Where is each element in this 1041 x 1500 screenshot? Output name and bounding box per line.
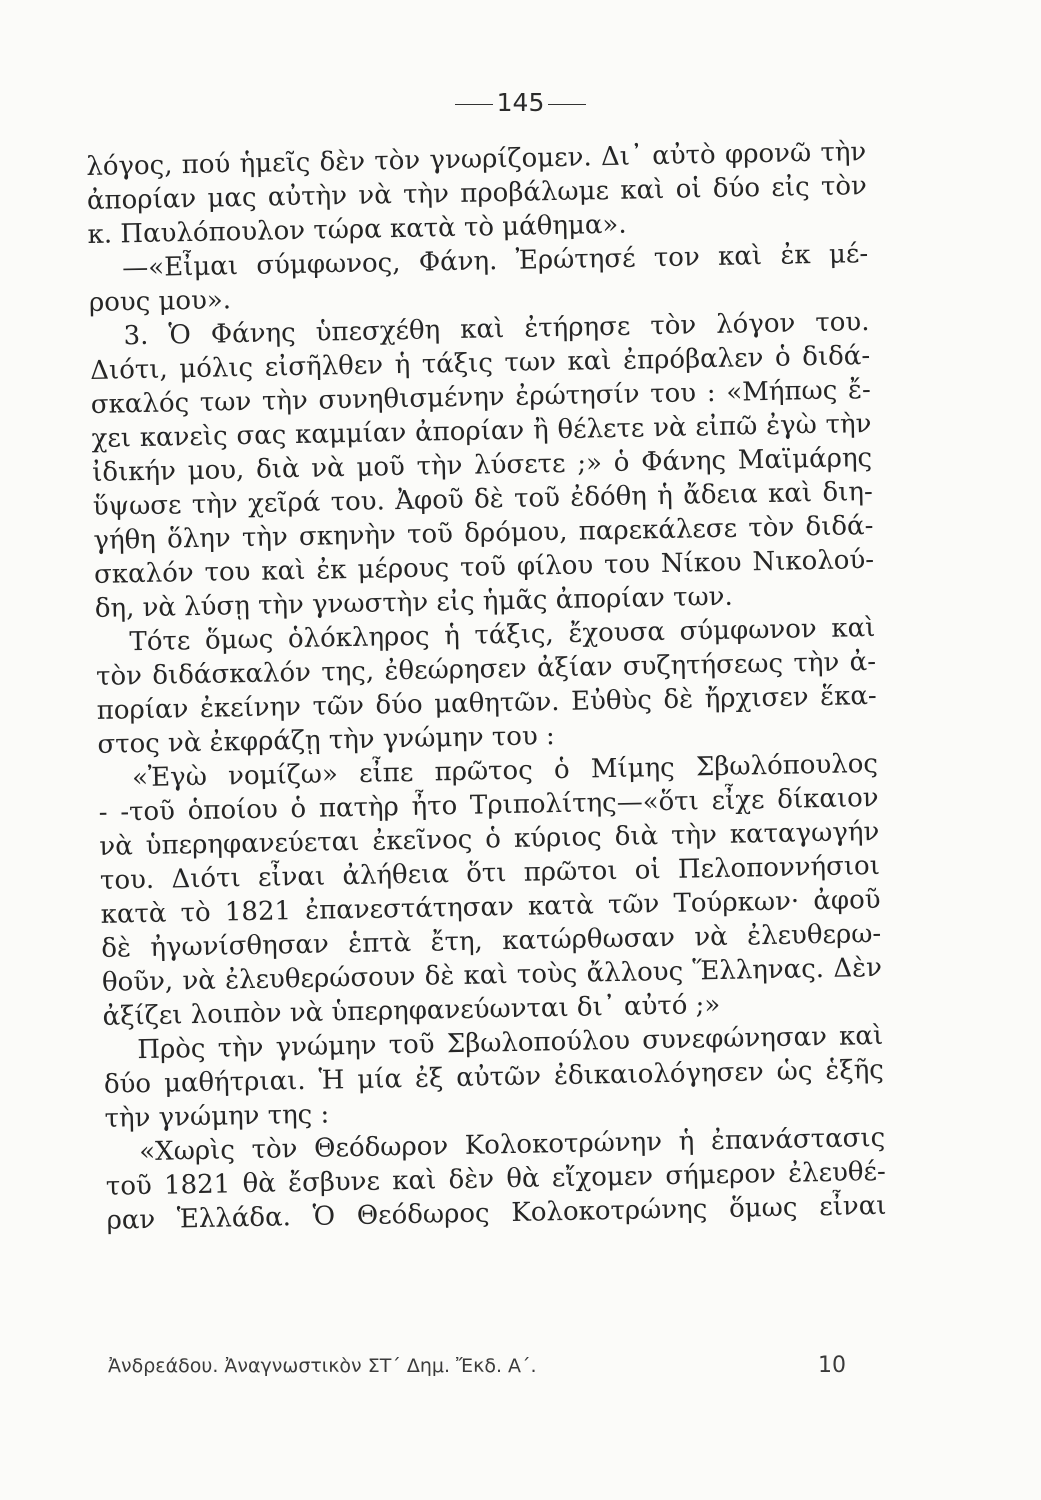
text-line: τὴν γνώμην της : [104,1099,330,1134]
text-line: - -τοῦ ὁποίου ὁ πατὴρ ἦτο Τριπολίτης—«ὅτι εἶχε δίκαιον [98,782,879,828]
page-number-right-dash [548,104,586,105]
text-line: τοῦ 1821 θὰ ἔσβυνε καὶ δὲν θὰ εἴχομεν σήμερον ἐλευθέ- [105,1156,887,1202]
text-line: του. Διότι εἶναι ἀλήθεια ὅτι πρῶτοι οἱ Πελοποννήσιοι [99,850,881,896]
text-line: δὲ ἠγωνίσθησαν ἑπτὰ ἔτη, κατώρθωσαν νὰ ἐλευθερω- [101,918,882,964]
text-line: Πρὸς τὴν γνώμην τοῦ Σβωλοπούλου συνεφώνησαν καὶ [137,1020,884,1066]
text-line: γήθη ὅλην τὴν σκηνὴν τοῦ δρόμου, παρεκάλεσε τὸν διδά- [93,510,874,556]
text-line: ἰδικήν μου, διὰ νὰ μοῦ τὴν λύσετε ;» ὁ Φάνης Μαϊμάρης [91,442,873,488]
text-line: —«Εἶμαι σύμφωνος, Φάνη. Ἐρώτησέ τον καὶ ἐκ μέ- [121,239,869,284]
text-line: τὸν διδάσκαλόν της, ἐθεώρησεν ἀξίαν συζητήσεως τὴν ἀ- [95,646,877,692]
text-line: στος νὰ ἐκφράζῃ τὴν γνώμην του : [97,721,556,760]
text-line: κ. Παυλόπουλον τώρα κατὰ τὸ μάθημα». [87,209,627,250]
page-footer [0,1355,1041,1385]
text-line: «Χωρὶς τὸν Θεόδωρον Κολοκοτρώνην ἡ ἐπανάστασις [138,1122,886,1168]
text-line: νὰ ὑπερηφανεύεται ἐκεῖνος ὁ κύριος διὰ τὴν καταγωγήν [99,816,880,862]
page-number-left-dash [455,104,493,105]
text-line: θοῦν, νὰ ἐλευθερώσουν δὲ καὶ τοὺς ἄλλους Ἕλληνας. Δὲν [101,952,883,998]
text-line: ὕψωσε τὴν χεῖρά του. Ἀφοῦ δὲ τοῦ ἐδόθη ἡ ἄδεια καὶ διη- [92,476,873,522]
text-line: ρους μου». [88,285,232,318]
text-line: δύο μαθήτριαι. Ἡ μία ἐξ αὐτῶν ἐδικαιολόγησεν ὡς ἑξῆς [103,1054,885,1100]
text-line: σκαλός των τὴν συνηθισμένην ἐρώτησίν του : «Μήπως ἔ- [90,374,872,420]
text-line: δη, νὰ λύσῃ τὴν γνωστὴν εἰς ἡμᾶς ἀπορίαν των. [94,581,734,624]
text-line: λόγος, πού ἡμεῖς δὲν τὸν γνωρίζομεν. Δι᾽ αὐτὸ φρονῶ τὴν [86,137,867,182]
text-line: ἀξίζει λοιπὸν νὰ ὑπερηφανεύωνται δι᾽ αὐτό ;» [102,989,721,1032]
text-line: κατὰ τὸ 1821 ἐπανεστάτησαν κατὰ τῶν Τούρκων· ἀφοῦ [100,884,881,930]
body-text [86,135,887,1238]
text-line: Διότι, μόλις εἰσῆλθεν ἡ τάξις των καὶ ἐπρόβαλεν ὁ διδά- [89,340,871,386]
text-line: πορίαν ἐκείνην τῶν δύο μαθητῶν. Εὐθὺς δὲ ἤρχισεν ἕκα- [96,680,877,726]
text-line: ἀπορίαν μας αὐτὴν νὰ τὴν προβάλωμε καὶ οἱ δύο εἰς τὸν [86,171,868,216]
footer-source: Ἀνδρεάδου. Ἀναγνωστικὸν ΣΤ΄ Δημ. Ἔκδ. Α΄. [108,1355,537,1377]
text-line: «Ἐγὼ νομίζω» εἶπε πρῶτος ὁ Μίμης Σβωλόπουλος [131,748,879,794]
text-line: χει κανεὶς σας καμμίαν ἀπορίαν ἢ θέλετε νὰ εἰπῶ ἐγὼ τὴν [91,408,872,454]
footer-signature: 10 [818,1353,846,1378]
page-number [0,88,1041,117]
text-line: ραν Ἑλλάδα. Ὁ Θεόδωρος Κολοκοτρώνης ὅμως εἶναι [106,1190,887,1236]
text-line: 3. Ὁ Φάνης ὑπεσχέθη καὶ ἐτήρησε τὸν λόγον του. [123,306,870,352]
text-line: Τότε ὅμως ὁλόκληρος ἡ τάξις, ἔχουσα σύμφωνον καὶ [129,612,876,658]
text-line: σκαλόν του καὶ ἐκ μέρους τοῦ φίλου του Νίκου Νικολού- [93,544,875,590]
page-number-text: 145 [496,88,545,117]
